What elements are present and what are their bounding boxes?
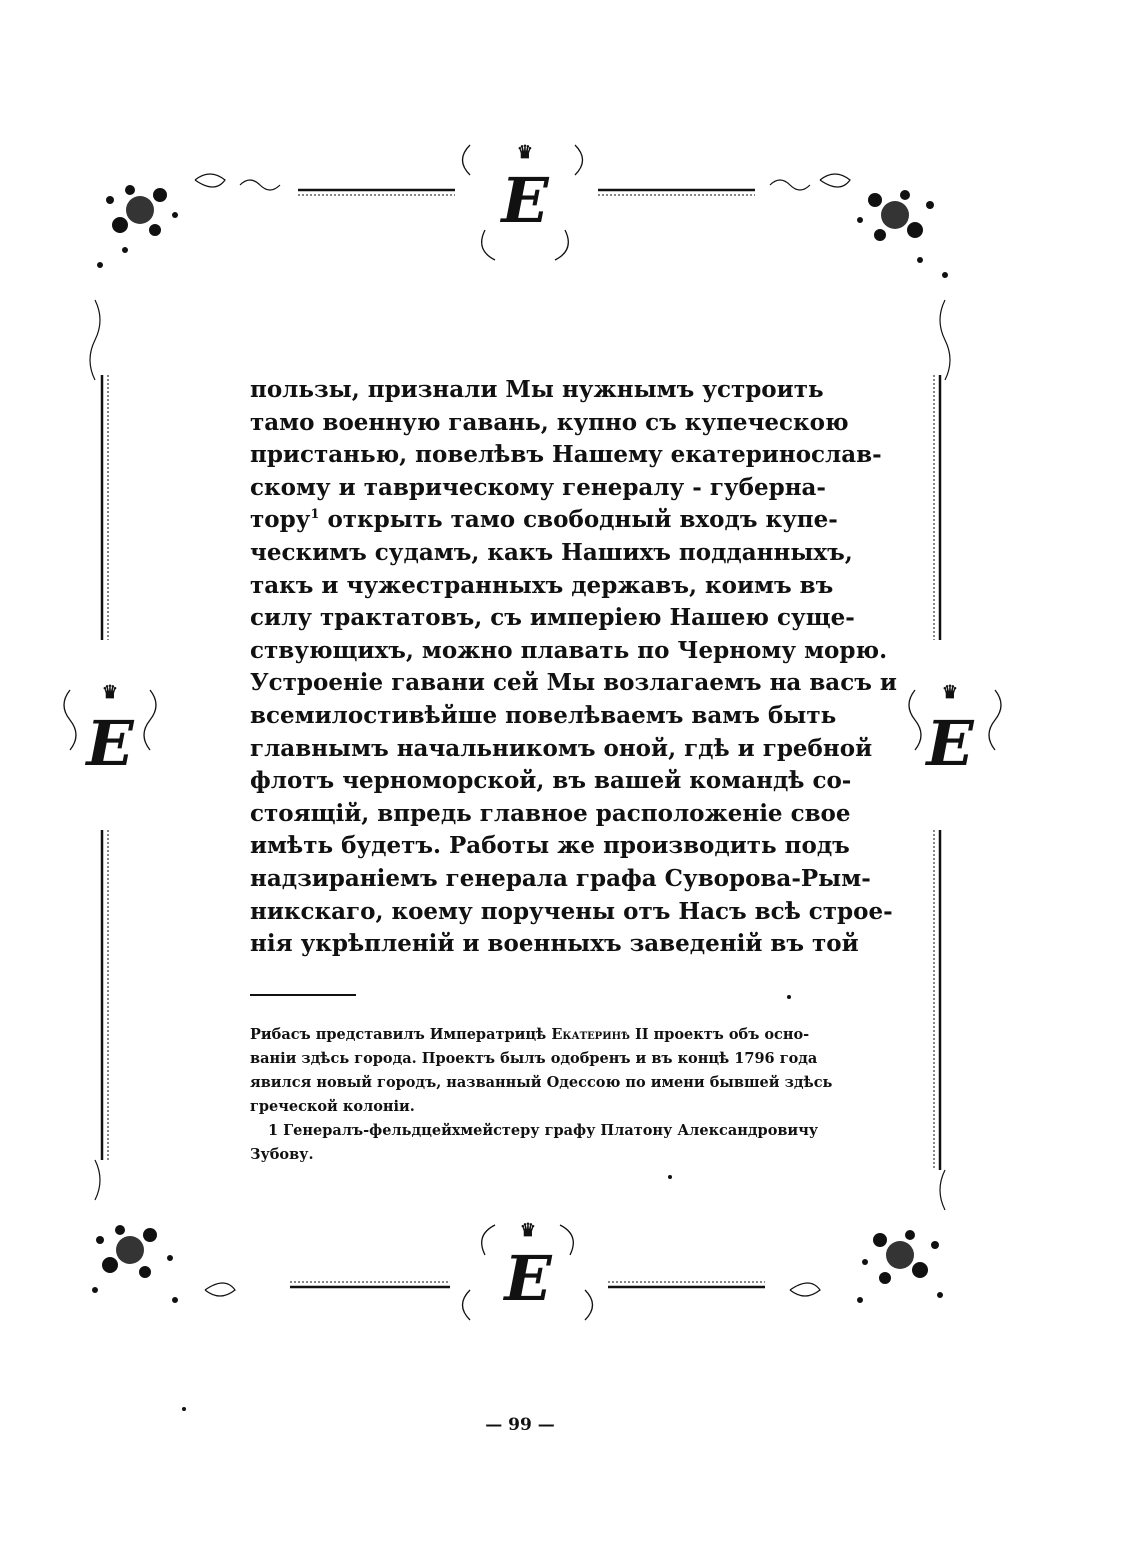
footnote-fragment: II проектъ объ осно- — [634, 1026, 810, 1043]
text-line: Устроеніе гавани сей Мы возлагаемъ на васъ и — [250, 669, 897, 697]
footnote-fragment: Генералъ-фельдцейхмейстеру графу Платону Александровичу — [283, 1122, 819, 1139]
text-line: надзираніемъ генерала графа Суворова-Рым- — [250, 864, 871, 892]
text-fragment: тору — [250, 506, 311, 534]
page-number: — 99 — — [485, 1415, 555, 1435]
text-line: всемилостивѣйше повелѣваемъ вамъ быть — [250, 701, 837, 729]
text-line: такъ и чужестранныхъ державъ, коимъ въ — [250, 571, 834, 599]
text-line: скому и таврическому генералу - губерна- — [250, 473, 826, 501]
crown-icon-bottom: ♛ — [519, 1220, 537, 1241]
speck — [182, 1407, 186, 1411]
monogram-right: Е — [926, 707, 974, 780]
footnote-marker: 1 — [310, 507, 320, 523]
corner-ornament-bottom-right — [857, 1230, 943, 1303]
corner-ornament-top-right — [857, 190, 948, 278]
footnote-fragment: Рибасъ представилъ Императрицѣ — [250, 1026, 547, 1043]
corner-ornament-top-left — [97, 185, 178, 268]
text-line: главнымъ начальникомъ оной, гдѣ и гребной — [250, 734, 873, 762]
text-line: пристанью, повелѣвъ Нашему екатеринослав- — [250, 441, 882, 469]
text-line: силу трактатовъ, съ имперіею Нашею суще- — [250, 604, 855, 632]
footnote-line — [250, 1023, 810, 1047]
text-fragment: открыть тамо свободный входъ купе- — [327, 506, 838, 534]
corner-ornament-bottom-left — [92, 1225, 178, 1303]
main-text-block — [250, 374, 897, 961]
monogram-top: Е — [501, 164, 549, 237]
text-line — [250, 504, 838, 537]
crown-icon-top: ♛ — [516, 142, 534, 163]
speck — [787, 995, 791, 999]
text-line: ческимъ судамъ, какъ Нашихъ подданныхъ, — [250, 538, 853, 566]
speck — [668, 1175, 672, 1179]
text-line: никскаго, коему поручены отъ Насъ всѣ строе- — [250, 897, 893, 925]
crown-icon-left: ♛ — [101, 682, 119, 703]
footnote-line: ваніи здѣсь города. Проектъ былъ одобренъ и въ концѣ 1796 года — [250, 1050, 818, 1067]
text-line: ствующихъ, можно плавать по Черному морю. — [250, 636, 888, 664]
crown-icon-right: ♛ — [941, 682, 959, 703]
footnote-line: Зубову. — [250, 1146, 314, 1163]
footnote-divider — [250, 994, 356, 996]
text-line: флотъ черноморской, въ вашей командѣ со- — [250, 767, 852, 795]
text-line: имѣть будетъ. Работы же производить подъ — [250, 832, 850, 860]
monogram-bottom: Е — [504, 1242, 552, 1315]
text-line: тамо военную гавань, купно съ купеческою — [250, 408, 849, 436]
footnote-fragment: Екатеринѣ — [551, 1026, 630, 1043]
text-line: стоящій, впредь главное расположеніе свое — [250, 799, 851, 827]
text-line: нія укрѣпленій и военныхъ заведеній въ той — [250, 930, 859, 958]
footnote-line — [250, 1119, 819, 1143]
text-line: пользы, признали Мы нужнымъ устроить — [250, 376, 824, 403]
footnote-number: 1 — [268, 1122, 279, 1139]
footnote-line: греческой колоніи. — [250, 1098, 415, 1115]
monogram-left: Е — [86, 707, 134, 780]
footnotes-block — [250, 1023, 833, 1167]
footnote-line: явился новый городъ, названный Одессою по имени бывшей здѣсь — [250, 1074, 833, 1091]
